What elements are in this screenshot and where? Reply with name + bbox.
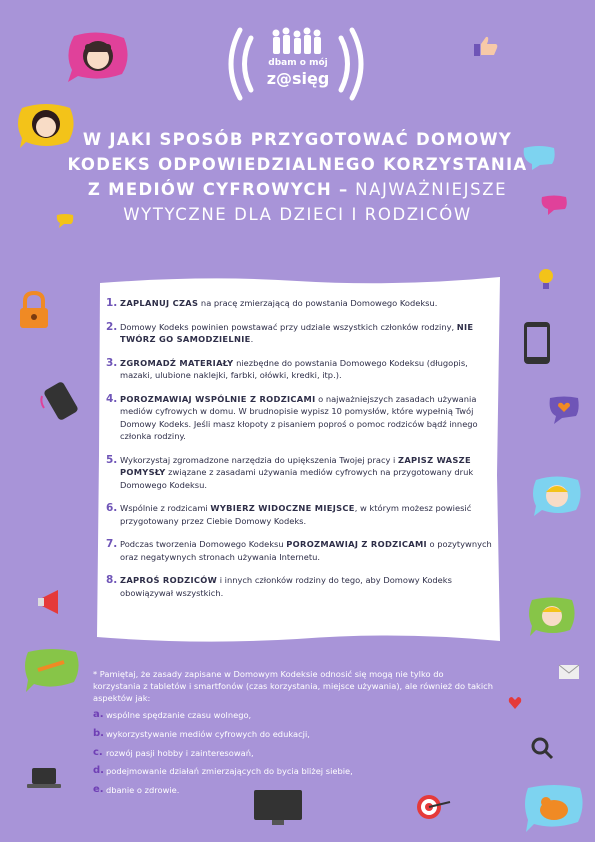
- aspect-letter: a.: [93, 709, 104, 720]
- aspect-letter: c.: [93, 746, 103, 758]
- girl-avatar-yellow-bubble-icon: [16, 100, 76, 150]
- step-number: 6.: [106, 502, 118, 514]
- step-number: 3.: [106, 356, 118, 369]
- chat-bubble-icon: [522, 146, 556, 170]
- step-text: [120, 393, 498, 443]
- lightbulb-icon: [536, 266, 556, 292]
- aspect-item: [93, 728, 493, 741]
- step-text: [120, 357, 498, 382]
- step-bold: ZAPLANUJ CZAS: [120, 298, 199, 308]
- megaphone-icon: [36, 588, 70, 618]
- step-text: [120, 321, 498, 346]
- title-bold: W JAKI SPOSÓB PRZYGOTOWAĆ DOMOWY KODEKS ODPOWIEDZIALNEGO KORZYSTANIA Z MEDIÓW CYFROWYCH –: [67, 130, 528, 199]
- chat-bubble-icon: [56, 214, 74, 228]
- step-number: 1.: [106, 297, 118, 309]
- padlock-icon: [16, 290, 52, 330]
- aspect-item: [93, 747, 493, 760]
- aspect-letter: b.: [93, 727, 104, 739]
- step-item: [106, 393, 498, 443]
- aspect-text: wykorzystywanie mediów cyfrowych do edukacji,: [106, 728, 310, 739]
- aspect-item: [93, 709, 493, 722]
- magnifier-icon: [530, 736, 554, 760]
- logo-line-2: z@sięg: [266, 69, 330, 88]
- step-bold: ZAPROŚ RODZICÓW: [120, 575, 218, 585]
- step-bold: WYBIERZ WIDOCZNE MIEJSCE: [210, 503, 355, 513]
- aspect-letter: e.: [93, 784, 104, 796]
- step-bold: POROZMAWIAJ WSPÓLNIE Z RODZICAMI: [120, 393, 316, 404]
- step-item: [106, 321, 498, 346]
- step-bold: POROZMAWIAJ Z RODZICAMI: [286, 539, 427, 549]
- step-item: [106, 454, 498, 492]
- step-text: [120, 297, 498, 310]
- page-title: [60, 127, 535, 227]
- step-after: związane z zasadami używania mediów cyfrowych na przygotowany druk Domowego Kodeksu.: [120, 467, 474, 490]
- target-icon: [414, 792, 454, 822]
- step-before: Podczas tworzenia Domowego Kodeksu: [120, 539, 287, 549]
- footnote: * Pamiętaj, że zasady zapisane w Domowym Kodeksie odnosić się mogą nie tylko do korzystania z tabletów i smartfonów (czas korzystania, miejsce używania), ale również do takich aspektów jak:: [93, 669, 493, 704]
- step-after: o najważniejszych zasadach używania mediów cyfrowych w domu. W brudnopisie wypisz 10 pomysłów, które wypełnią Twój Domowy Kodeks. Jeśli masz kłopoty z pisaniem poproś o pomoc rodziców bądź innego członka rodziny.: [120, 393, 478, 441]
- step-text: [120, 454, 498, 492]
- boy-avatar-green-bubble-icon: [528, 596, 576, 638]
- step-number: 7.: [106, 538, 118, 550]
- aspect-text: podejmowanie działań zmierzających do bycia bliżej siebie,: [106, 766, 353, 777]
- ringing-phone-icon: [36, 380, 80, 424]
- step-after: i innych członków rodziny do tego, aby Domowy Kodeks obowiązywał wszystkich.: [120, 575, 452, 598]
- smartphone-icon: [522, 320, 552, 366]
- aspect-text: dbanie o zdrowie.: [106, 785, 180, 796]
- title-light: NAJWAŻNIEJSZE WYTYCZNE DLA DZIECI I RODZICÓW: [123, 180, 508, 224]
- step-bold: NIE TWÓRZ GO SAMODZIELNIE: [120, 321, 474, 344]
- step-text: [120, 502, 498, 527]
- heart-icon: [508, 696, 522, 710]
- step-number: 4.: [106, 392, 118, 405]
- chat-bubble-icon: [540, 195, 568, 215]
- heart-bubble-icon: [548, 396, 580, 424]
- aspect-text: rozwój pasji hobby i zainteresowań,: [106, 747, 254, 758]
- step-after: .: [250, 334, 254, 344]
- step-item: [106, 574, 498, 599]
- girl-avatar-bubble-icon: [66, 30, 130, 84]
- step-item: [106, 538, 498, 563]
- step-after: o pozytywnych oraz negatywnych stronach używania Internetu.: [120, 539, 492, 562]
- envelope-icon: [558, 664, 580, 680]
- step-number: 8.: [106, 574, 118, 586]
- step-before: Domowy Kodeks powinien powstawać przy udziale wszystkich członków rodziny,: [120, 321, 457, 332]
- step-text: [120, 574, 498, 599]
- step-after: na pracę zmierzającą do powstania Domowego Kodeksu.: [198, 298, 438, 308]
- step-after: , w którym możesz powiesić przygotowany przez Ciebie Domowy Kodeks.: [120, 503, 472, 526]
- steps-list: [106, 297, 498, 610]
- step-item: [106, 357, 498, 382]
- step-number: 2.: [106, 320, 118, 333]
- aspect-item: [93, 765, 493, 778]
- step-item: [106, 297, 498, 310]
- aspect-letter: d.: [93, 765, 104, 777]
- aspect-text: wspólne spędzanie czasu wolnego,: [106, 710, 252, 720]
- step-item: [106, 502, 498, 527]
- speech-bubble-green-icon: [24, 648, 80, 692]
- laptop-icon: [26, 766, 62, 790]
- step-number: 5.: [106, 453, 118, 466]
- step-bold: ZGROMADŹ MATERIAŁY: [120, 357, 234, 368]
- boy-avatar-bubble-icon: [532, 474, 582, 518]
- step-before: Wykorzystaj zgromadzone narzędzia do upiększenia Twojej pracy i: [120, 454, 398, 465]
- cat-bubble-icon: [524, 784, 584, 834]
- thumbs-up-icon: [474, 36, 498, 56]
- step-after: niezbędne do powstania Domowego Kodeksu (długopis, mazaki, ulubione naklejki, farbki, ołówki, kredki, itp.).: [120, 357, 468, 380]
- step-text: [120, 538, 498, 563]
- step-bold: ZAPISZ WASZE POMYSŁY: [120, 454, 471, 477]
- monitor-icon: [248, 788, 308, 828]
- step-before: Wspólnie z rodzicami: [120, 503, 211, 513]
- logo-line-1: dbam o mój: [268, 58, 328, 68]
